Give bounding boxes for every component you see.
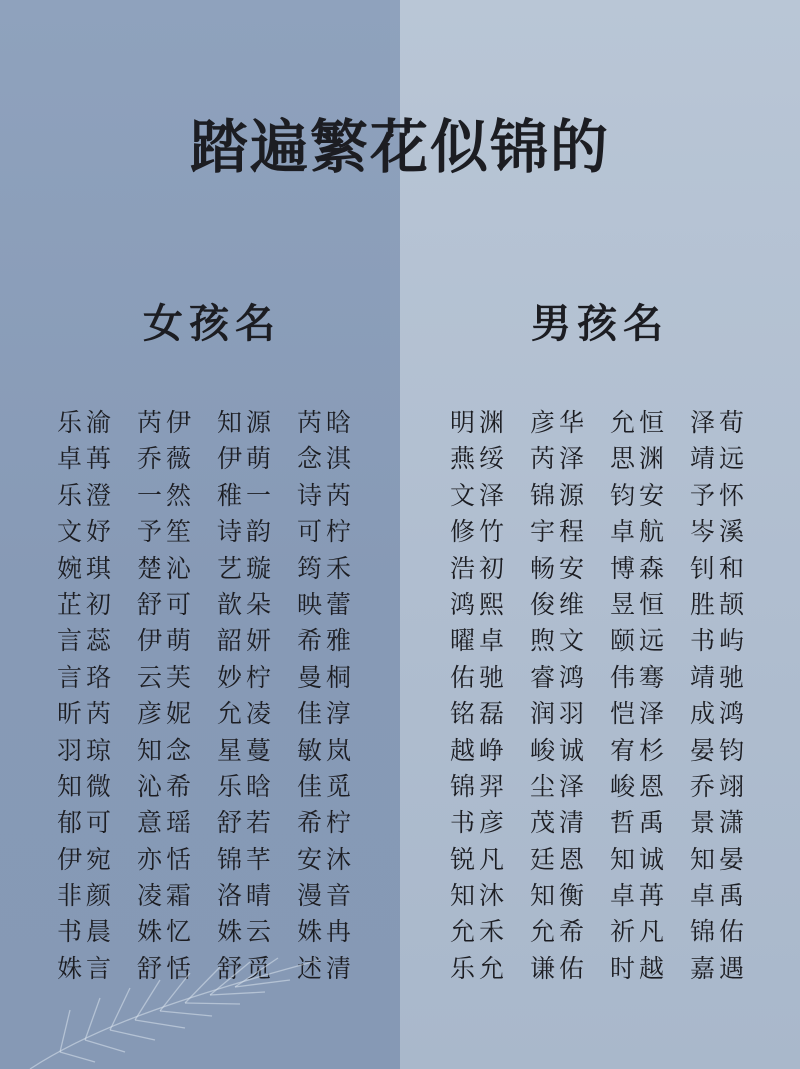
name-item: 峻恩 — [610, 771, 669, 801]
name-item: 述清 — [297, 953, 356, 983]
name-item: 郁可 — [57, 808, 116, 838]
name-item: 艺璇 — [217, 553, 276, 583]
name-item: 俊维 — [530, 589, 589, 619]
name-item: 靖远 — [690, 444, 749, 474]
name-item: 允希 — [530, 917, 589, 947]
name-item: 一然 — [137, 480, 196, 510]
name-item: 佑驰 — [450, 662, 509, 692]
name-item: 乐晗 — [217, 771, 276, 801]
name-item: 妙柠 — [217, 662, 276, 692]
name-item: 博森 — [610, 553, 669, 583]
name-item: 靖驰 — [690, 662, 749, 692]
name-item: 舒觅 — [217, 953, 276, 983]
name-item: 思渊 — [610, 444, 669, 474]
girls-names-heading: 女孩名 — [143, 300, 281, 347]
name-item: 曜卓 — [450, 626, 509, 656]
name-item: 卓苒 — [57, 444, 116, 474]
name-item: 诗韵 — [217, 517, 276, 547]
name-item: 婉琪 — [57, 553, 116, 583]
name-item: 知衡 — [530, 881, 589, 911]
name-item: 明渊 — [450, 408, 509, 437]
name-item: 佳觅 — [297, 771, 356, 801]
name-item: 亦恬 — [137, 844, 196, 874]
name-item: 姝云 — [217, 917, 276, 947]
name-item: 锦佑 — [690, 917, 749, 947]
name-item: 晏钧 — [690, 735, 749, 765]
name-item: 允凌 — [217, 699, 276, 729]
name-item: 书晨 — [57, 917, 116, 947]
name-item: 卓禹 — [690, 881, 749, 911]
name-item: 姝冉 — [297, 917, 356, 947]
name-item: 岑溪 — [690, 517, 749, 547]
name-item: 予笙 — [137, 517, 196, 547]
name-item: 乐澄 — [57, 480, 116, 510]
name-item: 彦妮 — [137, 699, 196, 729]
name-item: 希柠 — [297, 808, 356, 838]
name-item: 安沐 — [297, 844, 356, 874]
name-item: 可柠 — [297, 517, 356, 547]
name-item: 彦华 — [530, 408, 589, 437]
name-item: 芮泽 — [530, 444, 589, 474]
name-item: 润羽 — [530, 699, 589, 729]
name-item: 谦佑 — [530, 953, 589, 983]
name-item: 芷初 — [57, 589, 116, 619]
name-item: 修竹 — [450, 517, 509, 547]
name-item: 芮伊 — [137, 408, 196, 437]
name-item: 言蕊 — [57, 626, 116, 656]
name-item: 知晏 — [690, 844, 749, 874]
name-item: 知源 — [217, 408, 276, 437]
name-item: 锦芊 — [217, 844, 276, 874]
name-item: 锐凡 — [450, 844, 509, 874]
name-item: 煦文 — [530, 626, 589, 656]
name-item: 乐允 — [450, 953, 509, 983]
name-item: 鸿熙 — [450, 589, 509, 619]
name-item: 予怀 — [690, 480, 749, 510]
name-item: 沁希 — [137, 771, 196, 801]
name-item: 景潇 — [690, 808, 749, 838]
name-item: 嘉遇 — [690, 953, 749, 983]
name-item: 知沐 — [450, 881, 509, 911]
name-item: 非颜 — [57, 881, 116, 911]
name-item: 锦源 — [530, 480, 589, 510]
name-item: 书彦 — [450, 808, 509, 838]
name-item: 歆朵 — [217, 589, 276, 619]
name-item: 姝言 — [57, 953, 116, 983]
name-item: 廷恩 — [530, 844, 589, 874]
name-item: 畅安 — [530, 553, 589, 583]
name-item: 卓航 — [610, 517, 669, 547]
name-item: 知微 — [57, 771, 116, 801]
name-item: 楚沁 — [137, 553, 196, 583]
girls-names-grid — [57, 405, 377, 987]
page-title: 踏遍繁花似锦的 — [189, 113, 610, 181]
name-item: 曼桐 — [297, 662, 356, 692]
name-item: 伊宛 — [57, 844, 116, 874]
name-item: 芮晗 — [297, 408, 356, 437]
name-item: 祈凡 — [610, 917, 669, 947]
palm-leaf-icon — [0, 940, 330, 1069]
name-item: 睿鸿 — [530, 662, 589, 692]
name-item: 洛晴 — [217, 881, 276, 911]
name-item: 念淇 — [297, 444, 356, 474]
name-item: 伊萌 — [137, 626, 196, 656]
name-item: 舒恬 — [137, 953, 196, 983]
name-item: 颐远 — [610, 626, 669, 656]
name-item: 姝忆 — [137, 917, 196, 947]
name-item: 舒若 — [217, 808, 276, 838]
name-item: 伊萌 — [217, 444, 276, 474]
name-item: 意瑶 — [137, 808, 196, 838]
name-item: 乐渝 — [57, 408, 116, 437]
name-item: 峻诚 — [530, 735, 589, 765]
name-item: 允禾 — [450, 917, 509, 947]
name-item: 宥杉 — [610, 735, 669, 765]
name-item: 胜颉 — [690, 589, 749, 619]
name-item: 宇程 — [530, 517, 589, 547]
name-item: 言珞 — [57, 662, 116, 692]
name-item: 钊和 — [690, 553, 749, 583]
boys-names-grid — [450, 405, 770, 987]
name-item: 稚一 — [217, 480, 276, 510]
name-item: 茂清 — [530, 808, 589, 838]
name-item: 昱恒 — [610, 589, 669, 619]
name-item: 佳淳 — [297, 699, 356, 729]
name-item: 文泽 — [450, 480, 509, 510]
name-item: 诗芮 — [297, 480, 356, 510]
name-item: 乔翊 — [690, 771, 749, 801]
name-item: 羽琼 — [57, 735, 116, 765]
name-item: 书屿 — [690, 626, 749, 656]
name-item: 希雅 — [297, 626, 356, 656]
name-item: 时越 — [610, 953, 669, 983]
name-item: 漫音 — [297, 881, 356, 911]
name-item: 成鸿 — [690, 699, 749, 729]
name-item: 星蔓 — [217, 735, 276, 765]
name-item: 伟骞 — [610, 662, 669, 692]
name-item: 钧安 — [610, 480, 669, 510]
name-item: 舒可 — [137, 589, 196, 619]
name-item: 知诚 — [610, 844, 669, 874]
name-item: 尘泽 — [530, 771, 589, 801]
name-item: 锦羿 — [450, 771, 509, 801]
name-item: 泽荀 — [690, 408, 749, 437]
name-item: 允恒 — [610, 408, 669, 437]
name-item: 卓苒 — [610, 881, 669, 911]
name-item: 知念 — [137, 735, 196, 765]
name-item: 映蕾 — [297, 589, 356, 619]
name-item: 铭磊 — [450, 699, 509, 729]
name-item: 越峥 — [450, 735, 509, 765]
name-item: 筠禾 — [297, 553, 356, 583]
boys-names-heading: 男孩名 — [531, 300, 669, 347]
name-item: 乔薇 — [137, 444, 196, 474]
name-item: 敏岚 — [297, 735, 356, 765]
name-item: 昕芮 — [57, 699, 116, 729]
name-item: 云芙 — [137, 662, 196, 692]
name-item: 文妤 — [57, 517, 116, 547]
name-item: 哲禹 — [610, 808, 669, 838]
name-item: 恺泽 — [610, 699, 669, 729]
name-item: 韶妍 — [217, 626, 276, 656]
name-item: 燕绥 — [450, 444, 509, 474]
name-item: 凌霜 — [137, 881, 196, 911]
name-item: 浩初 — [450, 553, 509, 583]
